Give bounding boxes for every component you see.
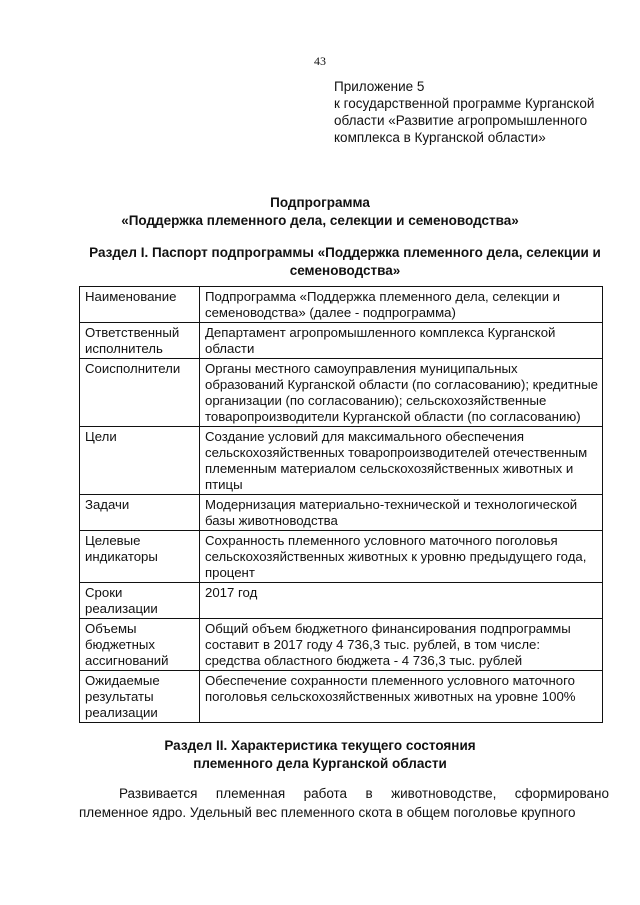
- table-row: [80, 495, 603, 531]
- row-value: Сохранность племенного условного маточного поголовья сельскохозяйственных животных к уровню предыдущего года, процент: [200, 531, 603, 583]
- paragraph-line: Развивается племенная работа в животноводстве, сформировано: [119, 786, 609, 801]
- table-row: [80, 323, 603, 359]
- row-value: Общий объем бюджетного финансирования подпрограммы составит в 2017 году 4 736,3 тыс. рублей, в том числе: средства областного бюджета - 4 736,3 тыс. рублей: [200, 619, 603, 671]
- subprogram-title-line: Подпрограмма: [270, 195, 370, 210]
- subprogram-title-line: «Поддержка племенного дела, селекции и семеноводства»: [121, 213, 519, 228]
- body-paragraph: [79, 784, 609, 822]
- section-2-heading-line: Раздел II. Характеристика текущего состояния: [164, 738, 476, 753]
- section-2-heading-line: племенного дела Курганской области: [193, 756, 447, 771]
- row-value: Департамент агропромышленного комплекса Курганской области: [200, 323, 603, 359]
- section-1-heading: [60, 244, 630, 280]
- row-label: Ожидаемые результаты реализации: [80, 671, 200, 723]
- subprogram-title: [0, 194, 640, 230]
- table-row: [80, 619, 603, 671]
- table-row: [80, 359, 603, 427]
- row-value: Создание условий для максимального обеспечения сельскохозяйственных товаропроизводителей отечественным племенным материалом сельскохозяйственных животных и птицы: [200, 427, 603, 495]
- row-label: Целевые индикаторы: [80, 531, 200, 583]
- row-label: Сроки реализации: [80, 583, 200, 619]
- appendix-line: Приложение 5: [334, 79, 425, 94]
- table-row: [80, 671, 603, 723]
- row-value: Обеспечение сохранности племенного условного маточного поголовья сельскохозяйственных животных на уровне 100%: [200, 671, 603, 723]
- row-label: Задачи: [80, 495, 200, 531]
- row-label: Ответственный исполнитель: [80, 323, 200, 359]
- row-value: Органы местного самоуправления муниципальных образований Курганской области (по согласованию); кредитные организации (по согласованию); сельскохозяйственные товаропроизводители Курганской области (по согласованию): [200, 359, 603, 427]
- row-label: Наименование: [80, 287, 200, 323]
- appendix-header: [334, 78, 624, 146]
- row-label: Цели: [80, 427, 200, 495]
- row-label: Соисполнители: [80, 359, 200, 427]
- paragraph-line: племенное ядро. Удельный вес племенного скота в общем поголовье крупного: [79, 805, 576, 820]
- row-label: Объемы бюджетных ассигнований: [80, 619, 200, 671]
- appendix-line: к государственной программе Курганской: [334, 96, 595, 111]
- section-1-heading-line: семеноводства»: [289, 263, 401, 278]
- table-row: [80, 531, 603, 583]
- table-row: [80, 427, 603, 495]
- row-value: 2017 год: [200, 583, 603, 619]
- appendix-line: области «Развитие агропромышленного: [334, 113, 588, 128]
- table-row: [80, 287, 603, 323]
- section-2-heading: [0, 737, 640, 773]
- row-value: Подпрограмма «Поддержка племенного дела, селекции и семеноводства» (далее - подпрограмма): [200, 287, 603, 323]
- row-value: Модернизация материально-технической и технологической базы животноводства: [200, 495, 603, 531]
- appendix-line: комплекса в Курганской области»: [334, 130, 546, 145]
- table-row: [80, 583, 603, 619]
- section-1-heading-line: Раздел I. Паспорт подпрограммы «Поддержка племенного дела, селекции и: [89, 245, 601, 260]
- passport-table: [79, 286, 603, 723]
- page-number: 43: [314, 54, 326, 68]
